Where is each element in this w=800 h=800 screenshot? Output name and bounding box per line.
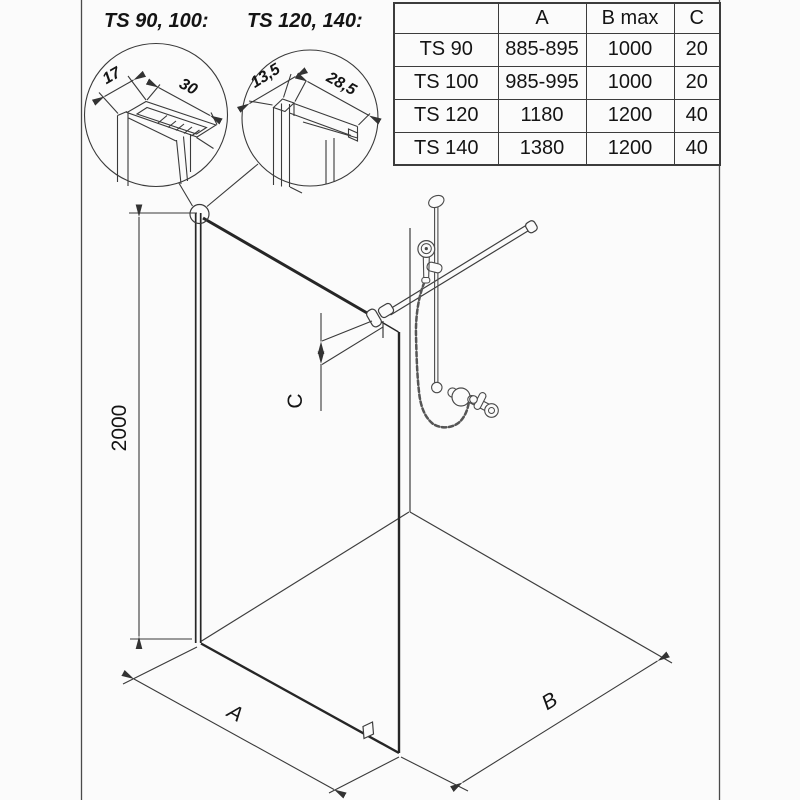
dim-a-label: A [223, 699, 247, 727]
header-b-max: B max [586, 3, 674, 33]
table-row [394, 66, 720, 99]
room-lines [200, 228, 672, 663]
hand-shower-handle-left [423, 257, 424, 280]
dim-width-a [123, 647, 399, 793]
dim-offset-c [284, 313, 383, 411]
detail-view-ts120-140 [242, 50, 378, 193]
mixer-valve [448, 388, 498, 417]
leader-to-right-detail [207, 164, 258, 207]
bar-clamp-sleeve [377, 302, 395, 319]
dim-c-label: C [284, 393, 307, 409]
magnifier-circle-left-icon [85, 44, 228, 187]
header-c: C [674, 3, 720, 33]
dim-a-extension-near [123, 647, 197, 684]
corner-detail-circle-icon [190, 205, 209, 224]
dim-c-extension-lower [322, 327, 383, 365]
dim-a-line [134, 679, 334, 790]
detail-view-ts90-100 [85, 44, 228, 187]
floor-left-wall-junction [200, 512, 409, 642]
cell-a: 1380 [498, 132, 586, 165]
glass-bottom-bracket [363, 722, 374, 739]
dim-2000-label: 2000 [108, 404, 131, 452]
hand-shower-face-dot [425, 247, 428, 250]
cell-b-max: 1000 [586, 33, 674, 66]
valve-body [452, 388, 470, 406]
table-row [394, 99, 720, 132]
dim285-label: 28,5 [323, 69, 359, 100]
valve-pivot [470, 396, 478, 404]
detail-title-left: TS 90, 100: [104, 10, 209, 32]
cell-a: 985-995 [498, 66, 586, 99]
dim-a-extension-far [329, 757, 399, 793]
cell-model: TS 100 [394, 66, 498, 99]
cell-c: 20 [674, 33, 720, 66]
detail-title-right: TS 120, 140: [247, 10, 363, 32]
dim30-label: 30 [176, 75, 200, 99]
cell-c: 20 [674, 66, 720, 99]
cell-b-max: 1200 [586, 132, 674, 165]
cell-c: 40 [674, 99, 720, 132]
dim-height-2000 [108, 213, 197, 639]
dim135-label: 13,5 [247, 60, 284, 92]
cell-model: TS 120 [394, 99, 498, 132]
support-bar [203, 218, 539, 338]
dim17-label: 17 [99, 64, 124, 88]
dim-depth-b [401, 661, 658, 791]
hand-shower-handle-right [429, 257, 430, 280]
rail-bottom-cap [432, 382, 442, 392]
rail-top-cap [427, 193, 446, 210]
support-bar-front-segment [203, 218, 374, 317]
cell-a: 885-895 [498, 33, 586, 66]
cell-c: 40 [674, 132, 720, 165]
dim-b-line [463, 661, 658, 783]
cell-model: TS 140 [394, 132, 498, 165]
profile2-bottom-edge [290, 187, 302, 193]
support-bar-rear-lower-line [391, 230, 530, 315]
valve-handle-ring [485, 404, 499, 418]
header-model [394, 3, 498, 33]
shower-set [416, 193, 498, 427]
cell-a: 1180 [498, 99, 586, 132]
header-a: A [498, 3, 586, 33]
table-header-row [394, 3, 720, 33]
cell-model: TS 90 [394, 33, 498, 66]
glass-panel [196, 213, 399, 753]
hand-shower-handle-end [422, 278, 430, 284]
floor-right-wall-junction [410, 512, 672, 663]
dim-b-extension-near [401, 757, 468, 791]
cell-b-max: 1000 [586, 66, 674, 99]
dim-b-label: B [537, 687, 562, 715]
size-spec-table [393, 2, 721, 166]
table-row [394, 132, 720, 165]
table-row [394, 33, 720, 66]
cell-b-max: 1200 [586, 99, 674, 132]
